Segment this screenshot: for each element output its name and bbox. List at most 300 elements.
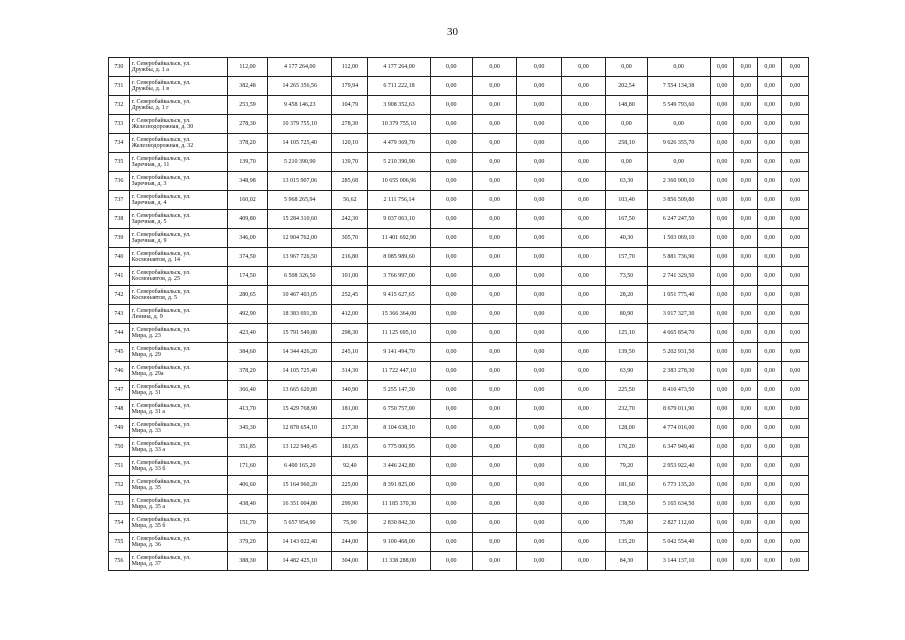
- value-cell: 11 125 695,10: [368, 324, 430, 343]
- address-line-2: Заречная, д. 9: [131, 238, 167, 244]
- address-line-2: Мира, д. 29а: [131, 371, 164, 377]
- value-cell: 0,00: [430, 343, 472, 362]
- value-cell: 0,00: [710, 343, 734, 362]
- address-line-2: Космонавтов, д. 5: [131, 295, 177, 301]
- table-row: [109, 457, 809, 476]
- value-cell: 0,00: [758, 77, 782, 96]
- value-cell: 120,10: [332, 134, 368, 153]
- value-cell: 217,30: [332, 419, 368, 438]
- value-cell: 0,00: [782, 115, 809, 134]
- table-row: [109, 191, 809, 210]
- row-number-cell: 747: [109, 381, 130, 400]
- value-cell: 0,00: [734, 96, 758, 115]
- value-cell: 225,00: [332, 476, 368, 495]
- row-number-cell: 731: [109, 77, 130, 96]
- value-cell: 15 284 310,60: [268, 210, 332, 229]
- value-cell: 18 383 691,30: [268, 305, 332, 324]
- value-cell: 0,00: [472, 153, 516, 172]
- row-number-cell: 739: [109, 229, 130, 248]
- row-number-cell: 738: [109, 210, 130, 229]
- value-cell: 0,00: [517, 476, 561, 495]
- value-cell: 0,00: [734, 438, 758, 457]
- value-cell: 0,00: [430, 267, 472, 286]
- value-cell: 0,00: [782, 438, 809, 457]
- value-cell: 0,00: [758, 191, 782, 210]
- value-cell: 16 351 004,80: [268, 495, 332, 514]
- value-cell: 3 856 509,80: [647, 191, 710, 210]
- value-cell: 6 750 757,00: [368, 400, 430, 419]
- value-cell: 6 775 000,95: [368, 438, 430, 457]
- value-cell: 157,70: [606, 248, 647, 267]
- address-cell: [129, 77, 227, 96]
- value-cell: 412,00: [332, 305, 368, 324]
- value-cell: 9 100 468,00: [368, 533, 430, 552]
- row-number-cell: 752: [109, 476, 130, 495]
- value-cell: 3 446 242,80: [368, 457, 430, 476]
- value-cell: 278,30: [332, 115, 368, 134]
- value-cell: 6 400 165,20: [268, 457, 332, 476]
- value-cell: 438,40: [227, 495, 267, 514]
- address-line-1: г. Северобайкальск, ул.: [131, 402, 191, 409]
- table-row: [109, 495, 809, 514]
- value-cell: 0,00: [758, 552, 782, 571]
- table-row: [109, 172, 809, 191]
- value-cell: 181,00: [332, 400, 368, 419]
- value-cell: 0,00: [758, 438, 782, 457]
- value-cell: 1 051 775,40: [647, 286, 710, 305]
- value-cell: 0,00: [517, 115, 561, 134]
- value-cell: 0,00: [472, 476, 516, 495]
- value-cell: 0,00: [561, 153, 605, 172]
- address-line-1: г. Северобайкальск, ул.: [131, 117, 191, 124]
- value-cell: 0,00: [472, 305, 516, 324]
- value-cell: 285,68: [332, 172, 368, 191]
- address-line-1: г. Северобайкальск, ул.: [131, 478, 191, 485]
- value-cell: 10 379 755,10: [368, 115, 430, 134]
- table-row: [109, 305, 809, 324]
- value-cell: 0,00: [430, 457, 472, 476]
- value-cell: 0,00: [710, 476, 734, 495]
- value-cell: 3 144 137,10: [647, 552, 710, 571]
- value-cell: 382,48: [227, 77, 267, 96]
- address-line-2: Мира, д. 35 б: [131, 523, 166, 529]
- value-cell: 3 766 997,00: [368, 267, 430, 286]
- value-cell: 0,00: [710, 115, 734, 134]
- value-cell: 0,00: [710, 362, 734, 381]
- row-number-cell: 737: [109, 191, 130, 210]
- value-cell: 0,00: [517, 305, 561, 324]
- value-cell: 406,60: [227, 476, 267, 495]
- row-number-cell: 756: [109, 552, 130, 571]
- address-cell: [129, 552, 227, 571]
- row-number-cell: 732: [109, 96, 130, 115]
- value-cell: 11 338 288,00: [368, 552, 430, 571]
- value-cell: 0,00: [734, 267, 758, 286]
- value-cell: 0,00: [710, 552, 734, 571]
- address-cell: [129, 324, 227, 343]
- value-cell: 0,00: [710, 248, 734, 267]
- value-cell: 75,90: [332, 514, 368, 533]
- address-line-2: Мира, д. 23: [131, 333, 161, 339]
- value-cell: 56,62: [332, 191, 368, 210]
- value-cell: 0,00: [517, 58, 561, 77]
- value-cell: 138,50: [606, 495, 647, 514]
- value-cell: 5 255 147,30: [368, 381, 430, 400]
- value-cell: 0,00: [782, 324, 809, 343]
- address-line-1: г. Северобайкальск, ул.: [131, 326, 191, 333]
- address-line-1: г. Северобайкальск, ул.: [131, 345, 191, 352]
- value-cell: 0,00: [758, 457, 782, 476]
- value-cell: 181,60: [606, 476, 647, 495]
- value-cell: 0,00: [430, 476, 472, 495]
- address-line-2: Дружбы, д. 1 г: [131, 105, 169, 111]
- table-row: [109, 381, 809, 400]
- value-cell: 242,30: [332, 210, 368, 229]
- value-cell: 10 655 006,96: [368, 172, 430, 191]
- value-cell: 0,00: [734, 115, 758, 134]
- value-cell: 0,00: [782, 476, 809, 495]
- value-cell: 0,00: [782, 400, 809, 419]
- value-cell: 0,00: [782, 419, 809, 438]
- value-cell: 0,00: [472, 77, 516, 96]
- value-cell: 0,00: [472, 381, 516, 400]
- value-cell: 0,00: [517, 343, 561, 362]
- value-cell: 160,02: [227, 191, 267, 210]
- value-cell: 0,00: [710, 495, 734, 514]
- address-cell: [129, 457, 227, 476]
- value-cell: 0,00: [758, 115, 782, 134]
- value-cell: 6 508 326,50: [268, 267, 332, 286]
- value-cell: 0,00: [517, 400, 561, 419]
- address-line-1: г. Северобайкальск, ул.: [131, 250, 191, 257]
- value-cell: 0,00: [472, 115, 516, 134]
- table-row: [109, 400, 809, 419]
- value-cell: 11 185 370,30: [368, 495, 430, 514]
- value-cell: 181,65: [332, 438, 368, 457]
- value-cell: 0,00: [517, 77, 561, 96]
- address-line-2: Космонавтов, д. 14: [131, 257, 180, 263]
- value-cell: 14 105 725,40: [268, 134, 332, 153]
- value-cell: 5 202 931,50: [647, 343, 710, 362]
- value-cell: 0,00: [710, 210, 734, 229]
- value-cell: 0,00: [734, 286, 758, 305]
- value-cell: 0,00: [561, 305, 605, 324]
- value-cell: 0,00: [734, 495, 758, 514]
- value-cell: 125,10: [606, 324, 647, 343]
- value-cell: 423,40: [227, 324, 267, 343]
- value-cell: 6 711 222,18: [368, 77, 430, 96]
- value-cell: 0,00: [561, 77, 605, 96]
- value-cell: 0,00: [517, 267, 561, 286]
- address-line-1: г. Северобайкальск, ул.: [131, 136, 191, 143]
- value-cell: 0,00: [561, 362, 605, 381]
- value-cell: 0,00: [472, 457, 516, 476]
- value-cell: 0,00: [561, 324, 605, 343]
- value-cell: 0,00: [758, 134, 782, 153]
- value-cell: 0,00: [517, 362, 561, 381]
- value-cell: 0,00: [430, 533, 472, 552]
- table-row: [109, 533, 809, 552]
- value-cell: 0,00: [782, 96, 809, 115]
- address-cell: [129, 495, 227, 514]
- address-line-2: Дружбы, д. 1 а: [131, 67, 169, 73]
- value-cell: 151,70: [227, 514, 267, 533]
- value-cell: 92,40: [332, 457, 368, 476]
- value-cell: 0,00: [430, 77, 472, 96]
- address-cell: [129, 267, 227, 286]
- value-cell: 63,90: [606, 362, 647, 381]
- address-line-1: г. Северобайкальск, ул.: [131, 383, 191, 390]
- value-cell: 15 164 960,20: [268, 476, 332, 495]
- value-cell: 0,00: [758, 343, 782, 362]
- value-cell: 4 774 016,00: [647, 419, 710, 438]
- value-cell: 0,00: [782, 343, 809, 362]
- value-cell: 135,20: [606, 533, 647, 552]
- table-row: [109, 362, 809, 381]
- value-cell: 0,00: [517, 153, 561, 172]
- value-cell: 0,00: [734, 362, 758, 381]
- value-cell: 80,90: [606, 305, 647, 324]
- address-line-1: г. Северобайкальск, ул.: [131, 174, 191, 181]
- value-cell: 13 122 949,45: [268, 438, 332, 457]
- value-cell: 0,00: [734, 514, 758, 533]
- value-cell: 0,00: [561, 286, 605, 305]
- value-cell: 15 429 768,90: [268, 400, 332, 419]
- value-cell: 314,30: [332, 362, 368, 381]
- value-cell: 0,00: [430, 96, 472, 115]
- table-row: [109, 58, 809, 77]
- value-cell: 5 210 390,90: [368, 153, 430, 172]
- value-cell: 0,00: [606, 58, 647, 77]
- value-cell: 2 827 112,60: [647, 514, 710, 533]
- value-cell: 0,00: [782, 305, 809, 324]
- value-cell: 0,00: [430, 172, 472, 191]
- address-line-2: Мира, д. 36: [131, 542, 161, 548]
- value-cell: 299,90: [332, 495, 368, 514]
- value-cell: 0,00: [782, 229, 809, 248]
- value-cell: 0,00: [472, 495, 516, 514]
- value-cell: 0,00: [430, 305, 472, 324]
- value-cell: 79,20: [606, 457, 647, 476]
- value-cell: 5 549 793,60: [647, 96, 710, 115]
- value-cell: 8 410 473,50: [647, 381, 710, 400]
- value-cell: 0,00: [734, 77, 758, 96]
- value-cell: 0,00: [517, 457, 561, 476]
- value-cell: 2 383 278,30: [647, 362, 710, 381]
- value-cell: 0,00: [734, 210, 758, 229]
- value-cell: 0,00: [758, 400, 782, 419]
- row-number-cell: 730: [109, 58, 130, 77]
- value-cell: 0,00: [517, 419, 561, 438]
- value-cell: 6 347 949,40: [647, 438, 710, 457]
- value-cell: 103,40: [606, 191, 647, 210]
- value-cell: 0,00: [758, 96, 782, 115]
- value-cell: 0,00: [782, 514, 809, 533]
- value-cell: 75,80: [606, 514, 647, 533]
- address-line-2: Мира, д. 33 а: [131, 447, 166, 453]
- value-cell: 366,40: [227, 381, 267, 400]
- address-line-2: Мира, д. 33: [131, 428, 161, 434]
- value-cell: 14 344 426,20: [268, 343, 332, 362]
- value-cell: 9 415 627,65: [368, 286, 430, 305]
- address-line-1: г. Северобайкальск, ул.: [131, 459, 191, 466]
- row-number-cell: 741: [109, 267, 130, 286]
- value-cell: 0,00: [734, 343, 758, 362]
- value-cell: 0,00: [710, 533, 734, 552]
- value-cell: 0,00: [782, 191, 809, 210]
- value-cell: 0,00: [710, 457, 734, 476]
- row-number-cell: 748: [109, 400, 130, 419]
- value-cell: 0,00: [734, 248, 758, 267]
- value-cell: 0,00: [710, 419, 734, 438]
- value-cell: 0,00: [782, 248, 809, 267]
- value-cell: 0,00: [561, 343, 605, 362]
- value-cell: 15 366 364,00: [368, 305, 430, 324]
- value-cell: 0,00: [472, 172, 516, 191]
- value-cell: 413,70: [227, 400, 267, 419]
- value-cell: 2 111 756,14: [368, 191, 430, 210]
- table-row: [109, 438, 809, 457]
- address-cell: [129, 248, 227, 267]
- value-cell: 0,00: [734, 400, 758, 419]
- value-cell: 5 165 634,50: [647, 495, 710, 514]
- value-cell: 0,00: [734, 305, 758, 324]
- address-cell: [129, 400, 227, 419]
- value-cell: 0,00: [710, 96, 734, 115]
- value-cell: 0,00: [517, 533, 561, 552]
- value-cell: 12 878 654,10: [268, 419, 332, 438]
- value-cell: 0,00: [517, 191, 561, 210]
- value-cell: 0,00: [517, 134, 561, 153]
- table-row: [109, 267, 809, 286]
- value-cell: 73,50: [606, 267, 647, 286]
- value-cell: 0,00: [472, 419, 516, 438]
- value-cell: 128,00: [606, 419, 647, 438]
- address-line-2: Мира, д. 31: [131, 390, 161, 396]
- value-cell: 9 141 494,70: [368, 343, 430, 362]
- value-cell: 0,00: [517, 514, 561, 533]
- value-cell: 140,90: [332, 381, 368, 400]
- value-cell: 0,00: [430, 400, 472, 419]
- value-cell: 0,00: [472, 134, 516, 153]
- address-line-1: г. Северобайкальск, ул.: [131, 440, 191, 447]
- value-cell: 9 458 146,23: [268, 96, 332, 115]
- value-cell: 351,85: [227, 438, 267, 457]
- address-line-2: Мира, д. 35: [131, 485, 161, 491]
- value-cell: 12 904 762,00: [268, 229, 332, 248]
- value-cell: 174,50: [227, 267, 267, 286]
- address-line-2: Заречная, д. 4: [131, 200, 167, 206]
- value-cell: 170,20: [606, 438, 647, 457]
- value-cell: 8 104 638,10: [368, 419, 430, 438]
- address-line-1: г. Северобайкальск, ул.: [131, 288, 191, 295]
- address-cell: [129, 172, 227, 191]
- value-cell: 0,00: [782, 267, 809, 286]
- value-cell: 0,00: [561, 210, 605, 229]
- address-line-2: Заречная, д. 3: [131, 181, 167, 187]
- value-cell: 13 967 726,50: [268, 248, 332, 267]
- value-cell: 10 379 755,10: [268, 115, 332, 134]
- value-cell: 0,00: [561, 457, 605, 476]
- value-cell: 0,00: [517, 286, 561, 305]
- value-cell: 14 482 425,10: [268, 552, 332, 571]
- value-cell: 0,00: [606, 115, 647, 134]
- value-cell: 10 467 403,05: [268, 286, 332, 305]
- value-cell: 0,00: [758, 362, 782, 381]
- value-cell: 4 177 264,00: [368, 58, 430, 77]
- value-cell: 304,00: [332, 552, 368, 571]
- value-cell: 0,00: [710, 267, 734, 286]
- address-line-2: Мира, д. 35 а: [131, 504, 166, 510]
- value-cell: 5 881 736,90: [647, 248, 710, 267]
- row-number-cell: 743: [109, 305, 130, 324]
- address-line-1: г. Северобайкальск, ул.: [131, 231, 191, 238]
- value-cell: 14 105 725,40: [268, 362, 332, 381]
- value-cell: 167,50: [606, 210, 647, 229]
- value-cell: 28,20: [606, 286, 647, 305]
- value-cell: 11 722 447,10: [368, 362, 430, 381]
- address-line-1: г. Северобайкальск, ул.: [131, 421, 191, 428]
- value-cell: 0,00: [430, 438, 472, 457]
- value-cell: 104,79: [332, 96, 368, 115]
- value-cell: 0,00: [647, 153, 710, 172]
- value-cell: 0,00: [430, 229, 472, 248]
- value-cell: 3 017 327,30: [647, 305, 710, 324]
- row-number-cell: 744: [109, 324, 130, 343]
- value-cell: 0,00: [734, 153, 758, 172]
- value-cell: 0,00: [758, 286, 782, 305]
- value-cell: 202,54: [606, 77, 647, 96]
- value-cell: 0,00: [472, 343, 516, 362]
- value-cell: 0,00: [782, 77, 809, 96]
- value-cell: 2 360 900,10: [647, 172, 710, 191]
- value-cell: 0,00: [782, 552, 809, 571]
- value-cell: 0,00: [758, 324, 782, 343]
- value-cell: 8 679 011,90: [647, 400, 710, 419]
- value-cell: 139,50: [606, 343, 647, 362]
- value-cell: 139,70: [332, 153, 368, 172]
- value-cell: 1 503 069,10: [647, 229, 710, 248]
- address-line-1: г. Северобайкальск, ул.: [131, 516, 191, 523]
- address-cell: [129, 476, 227, 495]
- value-cell: 0,00: [561, 381, 605, 400]
- value-cell: 148,80: [606, 96, 647, 115]
- address-cell: [129, 362, 227, 381]
- value-cell: 0,00: [782, 286, 809, 305]
- address-line-2: Железнодорожная, д. 30: [131, 124, 194, 130]
- value-cell: 0,00: [606, 153, 647, 172]
- row-number-cell: 749: [109, 419, 130, 438]
- address-cell: [129, 229, 227, 248]
- value-cell: 0,00: [734, 191, 758, 210]
- value-cell: 0,00: [561, 96, 605, 115]
- value-cell: 374,50: [227, 248, 267, 267]
- table-row: [109, 96, 809, 115]
- value-cell: 0,00: [734, 229, 758, 248]
- address-line-2: Космонавтов, д. 25: [131, 276, 180, 282]
- value-cell: 0,00: [517, 96, 561, 115]
- value-cell: 0,00: [472, 552, 516, 571]
- value-cell: 101,00: [332, 267, 368, 286]
- value-cell: 348,98: [227, 172, 267, 191]
- address-line-2: Мира, д. 31 а: [131, 409, 166, 415]
- value-cell: 0,00: [517, 552, 561, 571]
- address-cell: [129, 343, 227, 362]
- value-cell: 0,00: [472, 267, 516, 286]
- value-cell: 0,00: [758, 514, 782, 533]
- value-cell: 0,00: [561, 476, 605, 495]
- value-cell: 245,10: [332, 343, 368, 362]
